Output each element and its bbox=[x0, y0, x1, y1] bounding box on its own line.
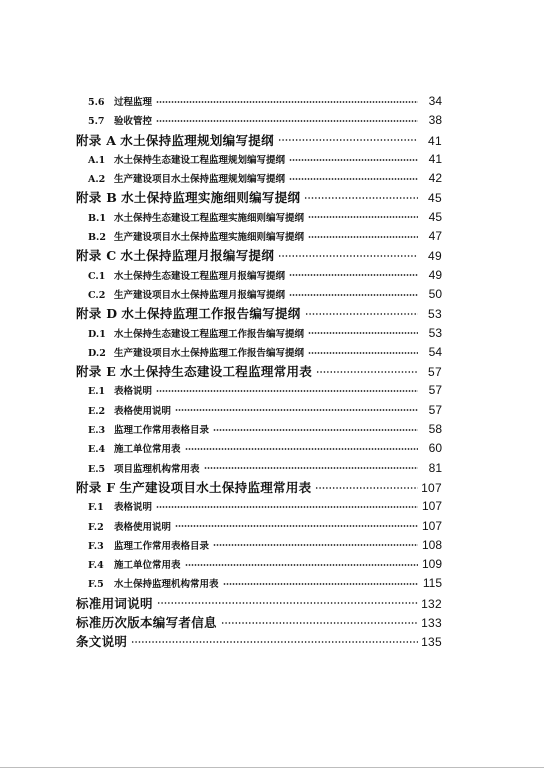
dot-leader bbox=[221, 621, 418, 625]
toc-entry-number: B.1 bbox=[88, 212, 106, 224]
toc-entry-title: 水土保持生态建设工程监理月报编写提纲 bbox=[114, 270, 286, 282]
dot-leader bbox=[304, 196, 418, 200]
toc-entry-number: D.1 bbox=[88, 328, 106, 340]
toc-entry-sub[interactable] bbox=[76, 208, 442, 227]
toc-entry-sub[interactable] bbox=[76, 381, 442, 400]
dot-leader bbox=[157, 601, 418, 605]
toc-entry-number: 5.7 bbox=[88, 116, 105, 128]
toc-entry-sub[interactable] bbox=[76, 536, 442, 555]
toc-entry-page-number: 107 bbox=[421, 518, 442, 533]
toc-entry-title: 监理工作常用表格目录 bbox=[114, 540, 210, 552]
toc-entry-title: 水土保持监理规划编写提纲 bbox=[120, 132, 274, 148]
dot-leader bbox=[156, 389, 418, 393]
toc-entry-page-number: 45 bbox=[428, 191, 442, 206]
toc-entry-page-number: 38 bbox=[428, 113, 442, 128]
toc-entry-page-number: 135 bbox=[421, 635, 442, 650]
toc-entry-title: 表格说明 bbox=[114, 386, 153, 398]
toc-entry-number: 附录 B bbox=[76, 190, 118, 206]
dot-leader bbox=[204, 466, 418, 470]
toc-entry-page-number: 49 bbox=[428, 249, 442, 264]
toc-entry-sub[interactable] bbox=[76, 92, 442, 111]
dot-leader bbox=[316, 370, 418, 374]
toc-entry-sub[interactable] bbox=[76, 459, 442, 478]
toc-entry-page-number: 50 bbox=[428, 286, 442, 301]
dot-leader bbox=[289, 293, 418, 297]
toc-entry-number: 附录 E bbox=[76, 364, 117, 380]
dot-leader bbox=[213, 543, 418, 547]
dot-leader bbox=[308, 215, 418, 219]
toc-entry-title: 标准历次版本编写者信息 bbox=[76, 615, 217, 631]
toc-entry-page-number: 49 bbox=[428, 267, 442, 282]
toc-entry-sub[interactable] bbox=[76, 497, 442, 516]
toc-entry-sub[interactable] bbox=[76, 111, 442, 130]
toc-entry-number: F.1 bbox=[88, 502, 104, 514]
toc-entry-title: 过程监理 bbox=[114, 97, 153, 108]
toc-entry-page-number: 133 bbox=[421, 616, 442, 631]
toc-entry-title: 施工单位常用表 bbox=[114, 444, 181, 456]
toc-entry-title: 条文说明 bbox=[76, 634, 128, 650]
toc-entry-sub[interactable] bbox=[76, 439, 442, 458]
dot-leader bbox=[308, 351, 418, 355]
toc-entry-title: 水土保持监理月报编写提纲 bbox=[120, 248, 275, 264]
toc-entry-sub[interactable] bbox=[76, 324, 442, 343]
dot-leader bbox=[305, 312, 418, 316]
page-bottom-rule bbox=[0, 767, 544, 768]
toc-entry-page-number: 107 bbox=[421, 480, 442, 495]
toc-entry-number: D.2 bbox=[88, 347, 106, 359]
dot-leader bbox=[223, 582, 418, 586]
dot-leader bbox=[278, 254, 418, 258]
dot-leader bbox=[175, 524, 418, 528]
toc-entry-title: 水土保持监理机构常用表 bbox=[114, 579, 219, 591]
toc-entry-title: 水土保持监理工作报告编写提纲 bbox=[121, 306, 301, 322]
toc-entry-main[interactable] bbox=[76, 131, 442, 150]
toc-entry-title: 表格使用说明 bbox=[114, 521, 172, 533]
toc-entry-page-number: 34 bbox=[428, 94, 442, 108]
toc-entry-number: 附录 F bbox=[76, 479, 116, 495]
toc-entry-number: C.2 bbox=[88, 289, 106, 301]
toc-entry-main[interactable] bbox=[76, 362, 442, 381]
dot-leader bbox=[156, 505, 418, 509]
dot-leader bbox=[289, 158, 418, 162]
toc-entry-number: E.4 bbox=[88, 444, 106, 456]
toc-entry-number: F.3 bbox=[88, 540, 104, 552]
toc-entry-page-number: 57 bbox=[428, 365, 442, 380]
toc-entry-sub[interactable] bbox=[76, 420, 442, 439]
toc-entry-title: 生产建设项目水土保持监理实施细则编写提纲 bbox=[114, 232, 305, 244]
toc-entry-title: 标准用词说明 bbox=[76, 595, 153, 611]
toc-entry-title: 水土保持生态建设工程监理规划编写提纲 bbox=[114, 154, 286, 166]
dot-leader bbox=[289, 273, 418, 277]
toc-entry-sub[interactable] bbox=[76, 574, 442, 593]
toc-entry-number: A.2 bbox=[88, 174, 106, 186]
toc-entry-main[interactable] bbox=[76, 632, 442, 651]
toc-entry-title: 生产建设项目水土保持监理规划编写提纲 bbox=[114, 174, 286, 186]
toc-entry-title: 水土保持生态建设工程监理工作报告编写提纲 bbox=[114, 328, 305, 340]
dot-leader bbox=[308, 235, 418, 239]
toc-entry-page-number: 107 bbox=[421, 499, 442, 514]
dot-leader bbox=[131, 640, 418, 644]
toc-entry-number: F.4 bbox=[88, 560, 104, 572]
dot-leader bbox=[175, 408, 418, 412]
toc-entry-title: 项目监理机构常用表 bbox=[114, 463, 200, 475]
toc-entry-main[interactable] bbox=[76, 304, 442, 323]
dot-leader bbox=[278, 138, 418, 142]
toc-entry-number: 附录 A bbox=[76, 132, 117, 148]
toc-entry-main[interactable] bbox=[76, 246, 442, 265]
toc-entry-title: 水土保持生态建设工程监理常用表 bbox=[120, 364, 313, 380]
dot-leader bbox=[289, 177, 418, 181]
toc-entry-page-number: 41 bbox=[428, 133, 442, 148]
toc-entry-main[interactable] bbox=[76, 188, 442, 207]
toc-entry-page-number: 53 bbox=[428, 325, 442, 340]
toc-entry-page-number: 109 bbox=[421, 557, 442, 572]
toc-entry-page-number: 115 bbox=[422, 576, 442, 591]
toc-entry-sub[interactable] bbox=[76, 150, 442, 169]
toc-entry-sub[interactable] bbox=[76, 169, 442, 188]
toc-entry-page-number: 47 bbox=[428, 229, 442, 244]
dot-leader bbox=[308, 331, 418, 335]
toc-entry-title: 生产建设项目水土保持监理月报编写提纲 bbox=[114, 289, 286, 301]
toc-entry-page-number: 54 bbox=[428, 344, 442, 359]
toc-entry-sub[interactable] bbox=[76, 285, 442, 304]
toc-entry-page-number: 57 bbox=[428, 402, 442, 417]
toc-entry-title: 水土保持生态建设工程监理实施细则编写提纲 bbox=[114, 212, 305, 224]
toc-entry-sub[interactable] bbox=[76, 555, 442, 574]
toc-entry-number: 5.6 bbox=[88, 97, 105, 108]
toc-entry-number: E.5 bbox=[88, 463, 106, 475]
toc-entry-title: 表格使用说明 bbox=[114, 405, 172, 417]
toc-entry-page-number: 108 bbox=[421, 537, 442, 552]
toc-entry-title: 施工单位常用表 bbox=[114, 560, 181, 572]
dot-leader bbox=[213, 428, 418, 432]
toc-entry-main[interactable] bbox=[76, 613, 442, 632]
toc-entry-page-number: 60 bbox=[428, 441, 442, 456]
toc-entry-page-number: 53 bbox=[428, 307, 442, 322]
toc-entry-page-number: 132 bbox=[421, 596, 442, 611]
toc-entry-number: E.3 bbox=[88, 425, 106, 437]
dot-leader bbox=[156, 100, 418, 104]
toc-entry-number: F.2 bbox=[88, 521, 104, 533]
toc-entry-sub[interactable] bbox=[76, 401, 442, 420]
toc-entry-page-number: 42 bbox=[428, 171, 442, 186]
toc-entry-number: A.1 bbox=[88, 154, 106, 166]
dot-leader bbox=[156, 119, 418, 123]
dot-leader bbox=[315, 486, 418, 490]
toc-entry-title: 生产建设项目水土保持监理常用表 bbox=[119, 479, 312, 495]
toc-entry-number: C.1 bbox=[88, 270, 106, 282]
toc-entry-title: 表格说明 bbox=[114, 502, 153, 514]
toc-entry-sub[interactable] bbox=[76, 227, 442, 246]
toc-entry-title: 水土保持监理实施细则编写提纲 bbox=[121, 190, 301, 206]
toc-entry-sub[interactable] bbox=[76, 266, 442, 285]
toc-entry-sub[interactable] bbox=[76, 517, 442, 536]
toc-entry-main[interactable] bbox=[76, 594, 442, 613]
dot-leader bbox=[185, 447, 418, 451]
toc-entry-title: 验收管控 bbox=[114, 116, 153, 128]
dot-leader bbox=[185, 563, 418, 567]
toc-entry-page-number: 81 bbox=[428, 460, 442, 475]
toc-entry-page-number: 41 bbox=[428, 151, 442, 166]
toc-entry-number: B.2 bbox=[88, 232, 106, 244]
toc-entry-page-number: 58 bbox=[428, 422, 442, 437]
toc-entry-main[interactable] bbox=[76, 478, 442, 497]
toc-entry-title: 监理工作常用表格目录 bbox=[114, 425, 210, 437]
toc-entry-number: 附录 C bbox=[76, 248, 117, 264]
toc-entry-number: E.1 bbox=[88, 386, 106, 398]
toc-entry-title: 生产建设项目水土保持监理工作报告编写提纲 bbox=[114, 347, 305, 359]
toc-entry-number: 附录 D bbox=[76, 306, 118, 322]
toc-entry-number: F.5 bbox=[88, 579, 104, 591]
table-of-contents bbox=[76, 92, 442, 652]
toc-entry-sub[interactable] bbox=[76, 343, 442, 362]
toc-entry-number: E.2 bbox=[88, 405, 106, 417]
toc-entry-page-number: 57 bbox=[428, 383, 442, 398]
toc-entry-page-number: 45 bbox=[428, 209, 442, 224]
